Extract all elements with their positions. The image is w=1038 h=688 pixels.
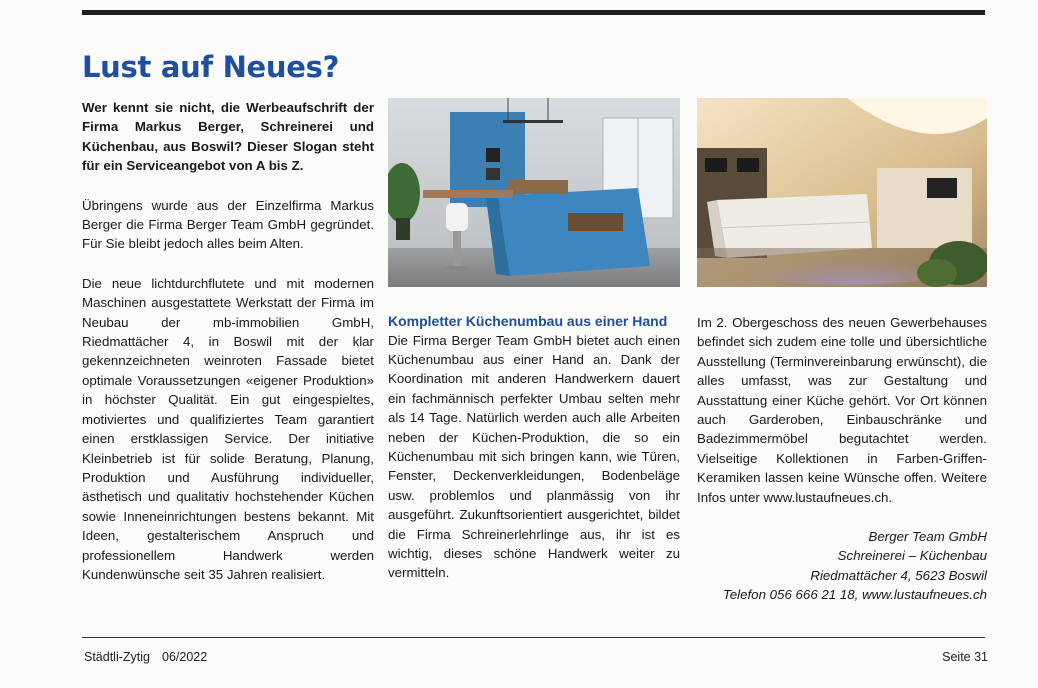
issue-number: 06/2022: [162, 650, 208, 664]
top-rule: [82, 10, 985, 15]
article-intro: Wer kennt sie nicht, die Werbeaufschrift der Firma Markus Berger, Schreinerei und Küchenbau, aus Boswil? Dieser Slogan steht für ein Serviceangebot von A bis Z.: [82, 100, 374, 174]
column-left: [82, 98, 374, 584]
paragraph-4: Im 2. Obergeschoss des neuen Gewerbehauses befindet sich zudem eine tolle und übersichtliche Ausstellung (Terminvereinbarung erwünscht), die alles umfasst, was zur Gestaltung und Ausstattung einer Küche gehört. Vor Ort können auch Garderoben, Einbauschränke und Badezimmermöbel begutachtet werden. Vielseitige Kollektionen in Farben-Griffen-Keramiken lassen keine Wünsche offen. Weitere Infos unter www.lustaufneues.ch.: [697, 315, 987, 505]
page-number: Seite 31: [942, 650, 988, 664]
subheading: Kompletter Küchenumbau aus einer Hand: [388, 313, 668, 329]
kitchen-photo-blue: [388, 98, 680, 287]
signature-contact: Telefon 056 666 21 18, www.lustaufneues.ch: [722, 587, 987, 603]
signature-company: Berger Team GmbH: [868, 529, 987, 545]
kitchen-photo-showroom: [697, 98, 987, 287]
signature-address: Riedmattächer 4, 5623 Boswil: [810, 567, 987, 583]
paragraph-3: Die Firma Berger Team GmbH bietet auch einen Küchenumbau aus einer Hand an. Dank der Koordination mit anderen Handwerkern dauert ein fachmännisch perfekter Umbau selten mehr als 14 Tage. Natürlich werden auch alle Arbeiten neben der Küchen-Produktion, die so ein Küchenumbau mit sich bringen kann, wie Türen, Fenster, Deckenverkleidungen, Bodenbeläge usw. problemlos und planmässig von ihr ausgeführt. Zukunftsorientiert ausgerichtet, bildet die Firma Schreinerlehrlinge aus, ihr ist es wichtig, dieses schöne Handwerk weiter zu vermitteln.: [388, 332, 680, 581]
company-signature: [697, 527, 987, 605]
paragraph-1: Übringens wurde aus der Einzelfirma Markus Berger die Firma Berger Team GmbH gegründet. Für Sie bleibt jedoch alles beim Alten.: [82, 197, 374, 252]
bottom-rule: [82, 637, 985, 638]
article-title: Lust auf Neues?: [82, 50, 340, 84]
column-right: [697, 313, 987, 605]
footer-publication: [84, 650, 207, 664]
paragraph-2: Die neue lichtdurchflutete und mit modernen Maschinen ausgestattete Werkstatt der Firma im Neubau der mb-immobilien GmbH, Riedmattächer 4, in Boswil mit der klar gekennzeichneten weinroten Fassade bietet optimale Voraussetzungen «eigener Produktion» in höchster Qualität. Ein gut eingespieltes, motiviertes und qualifiziertes Team garantiert einen erstklassigen Service. Der initiative Kleinbetrieb ist für solide Beratung, Planung, Produktion und Ausführung individueller, ästhetisch und qualitativ hochstehender Küchen sowie Inneneinrichtungen bestens bekannt. Mit Ideen, gestalterischem Anspruch und professionellem Handwerk werden Kundenwünsche seit 35 Jahren realisiert.: [82, 275, 374, 582]
column-middle: [388, 313, 680, 583]
signature-trade: Schreinerei – Küchenbau: [837, 548, 987, 564]
publication-name: Städtli-Zytig: [84, 650, 150, 664]
